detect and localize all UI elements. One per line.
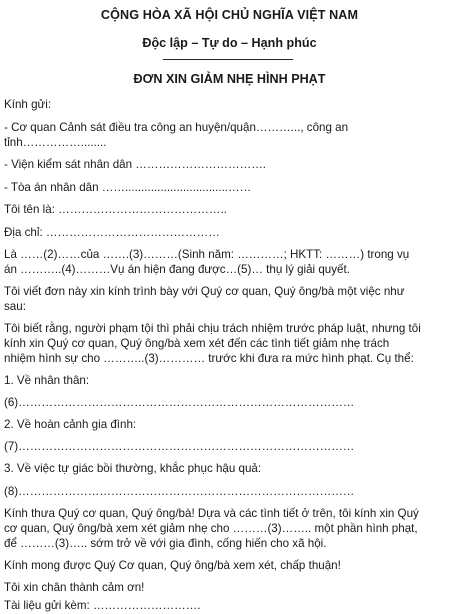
hope-line: Kính mong được Quý Cơ quan, Quý ông/bà xem xét, chấp thuận! <box>4 559 341 572</box>
document-title: ĐƠN XIN GIẢM NHẸ HÌNH PHẠT <box>133 72 326 86</box>
thanks-line: Tôi xin chân thành cảm ơn! <box>4 581 145 594</box>
relation-line1: Là ……(2)……của …….(3)………(Sinh năm: …………; HKTT: ………) trong vụ <box>4 248 410 261</box>
acknowledge-line3: nhiệm hình sự cho ………..(3)………… trước khi đưa ra mức hình phạt. Cụ thể: <box>4 352 414 365</box>
plea-line3: để ………(3)….. sớm trở về với gia đình, cống hiến cho xã hội. <box>4 537 327 550</box>
section-3-heading: 3. Về việc tự giác bồi thường, khắc phục hậu quả: <box>4 462 262 475</box>
relation-line2: án ………..(4)………Vụ án hiện đang được…(5)… thụ lý giải quyết. <box>4 263 350 276</box>
applicant-address: Địa chỉ: ……………………………………… <box>4 226 220 239</box>
section-2-blank: (7)…………………………………………………………………………… <box>4 440 355 453</box>
national-title: CỘNG HÒA XÃ HỘI CHỦ NGHĨA VIỆT NAM <box>100 8 359 22</box>
applicant-name: Tôi tên là: …………………………………….. <box>4 203 227 216</box>
recipient-police-line1: - Cơ quan Cảnh sát điều tra công an huyện/quận………..., công an <box>4 121 349 134</box>
section-1-blank: (6)…………………………………………………………………………… <box>4 396 355 409</box>
plea-line1: Kính thưa Quý cơ quan, Quý ông/bà! Dựa và các tình tiết ở trên, tôi kính xin Quý <box>4 507 419 520</box>
acknowledge-line2: kính xin Quý cơ quan, Quý ông/bà xem xét đến các tình tiết giảm nhẹ trách <box>4 337 390 350</box>
recipient-court: - Tòa án nhân dân ……................................…… <box>4 181 252 194</box>
title-divider <box>163 59 293 60</box>
motto: Độc lập – Tự do – Hạnh phúc <box>142 36 317 50</box>
recipient-police-line2: tỉnh……………........ <box>4 136 107 149</box>
intro-line2: sau: <box>4 300 26 313</box>
section-3-blank: (8)…………………………………………………………………………… <box>4 485 355 498</box>
greeting: Kính gửi: <box>4 98 52 111</box>
section-2-heading: 2. Về hoàn cảnh gia đình: <box>4 418 137 431</box>
recipient-procuracy: - Viện kiểm sát nhân dân ……………………………. <box>4 158 267 171</box>
plea-line2: cơ quan, Quý ông/bà xem xét giảm nhẹ cho ………(3)…….. một phần hình phạt, <box>4 522 418 535</box>
section-1-heading: 1. Về nhân thân: <box>4 374 90 387</box>
acknowledge-line1: Tôi biết rằng, người phạm tội thì phải chịu trách nhiệm trước pháp luật, nhưng tôi <box>4 322 421 335</box>
attachments-line: Tài liệu gửi kèm: ………………………. <box>4 599 201 612</box>
intro-line1: Tôi viết đơn này xin kính trình bày với Quý cơ quan, Quý ông/bà một việc như <box>4 285 405 298</box>
